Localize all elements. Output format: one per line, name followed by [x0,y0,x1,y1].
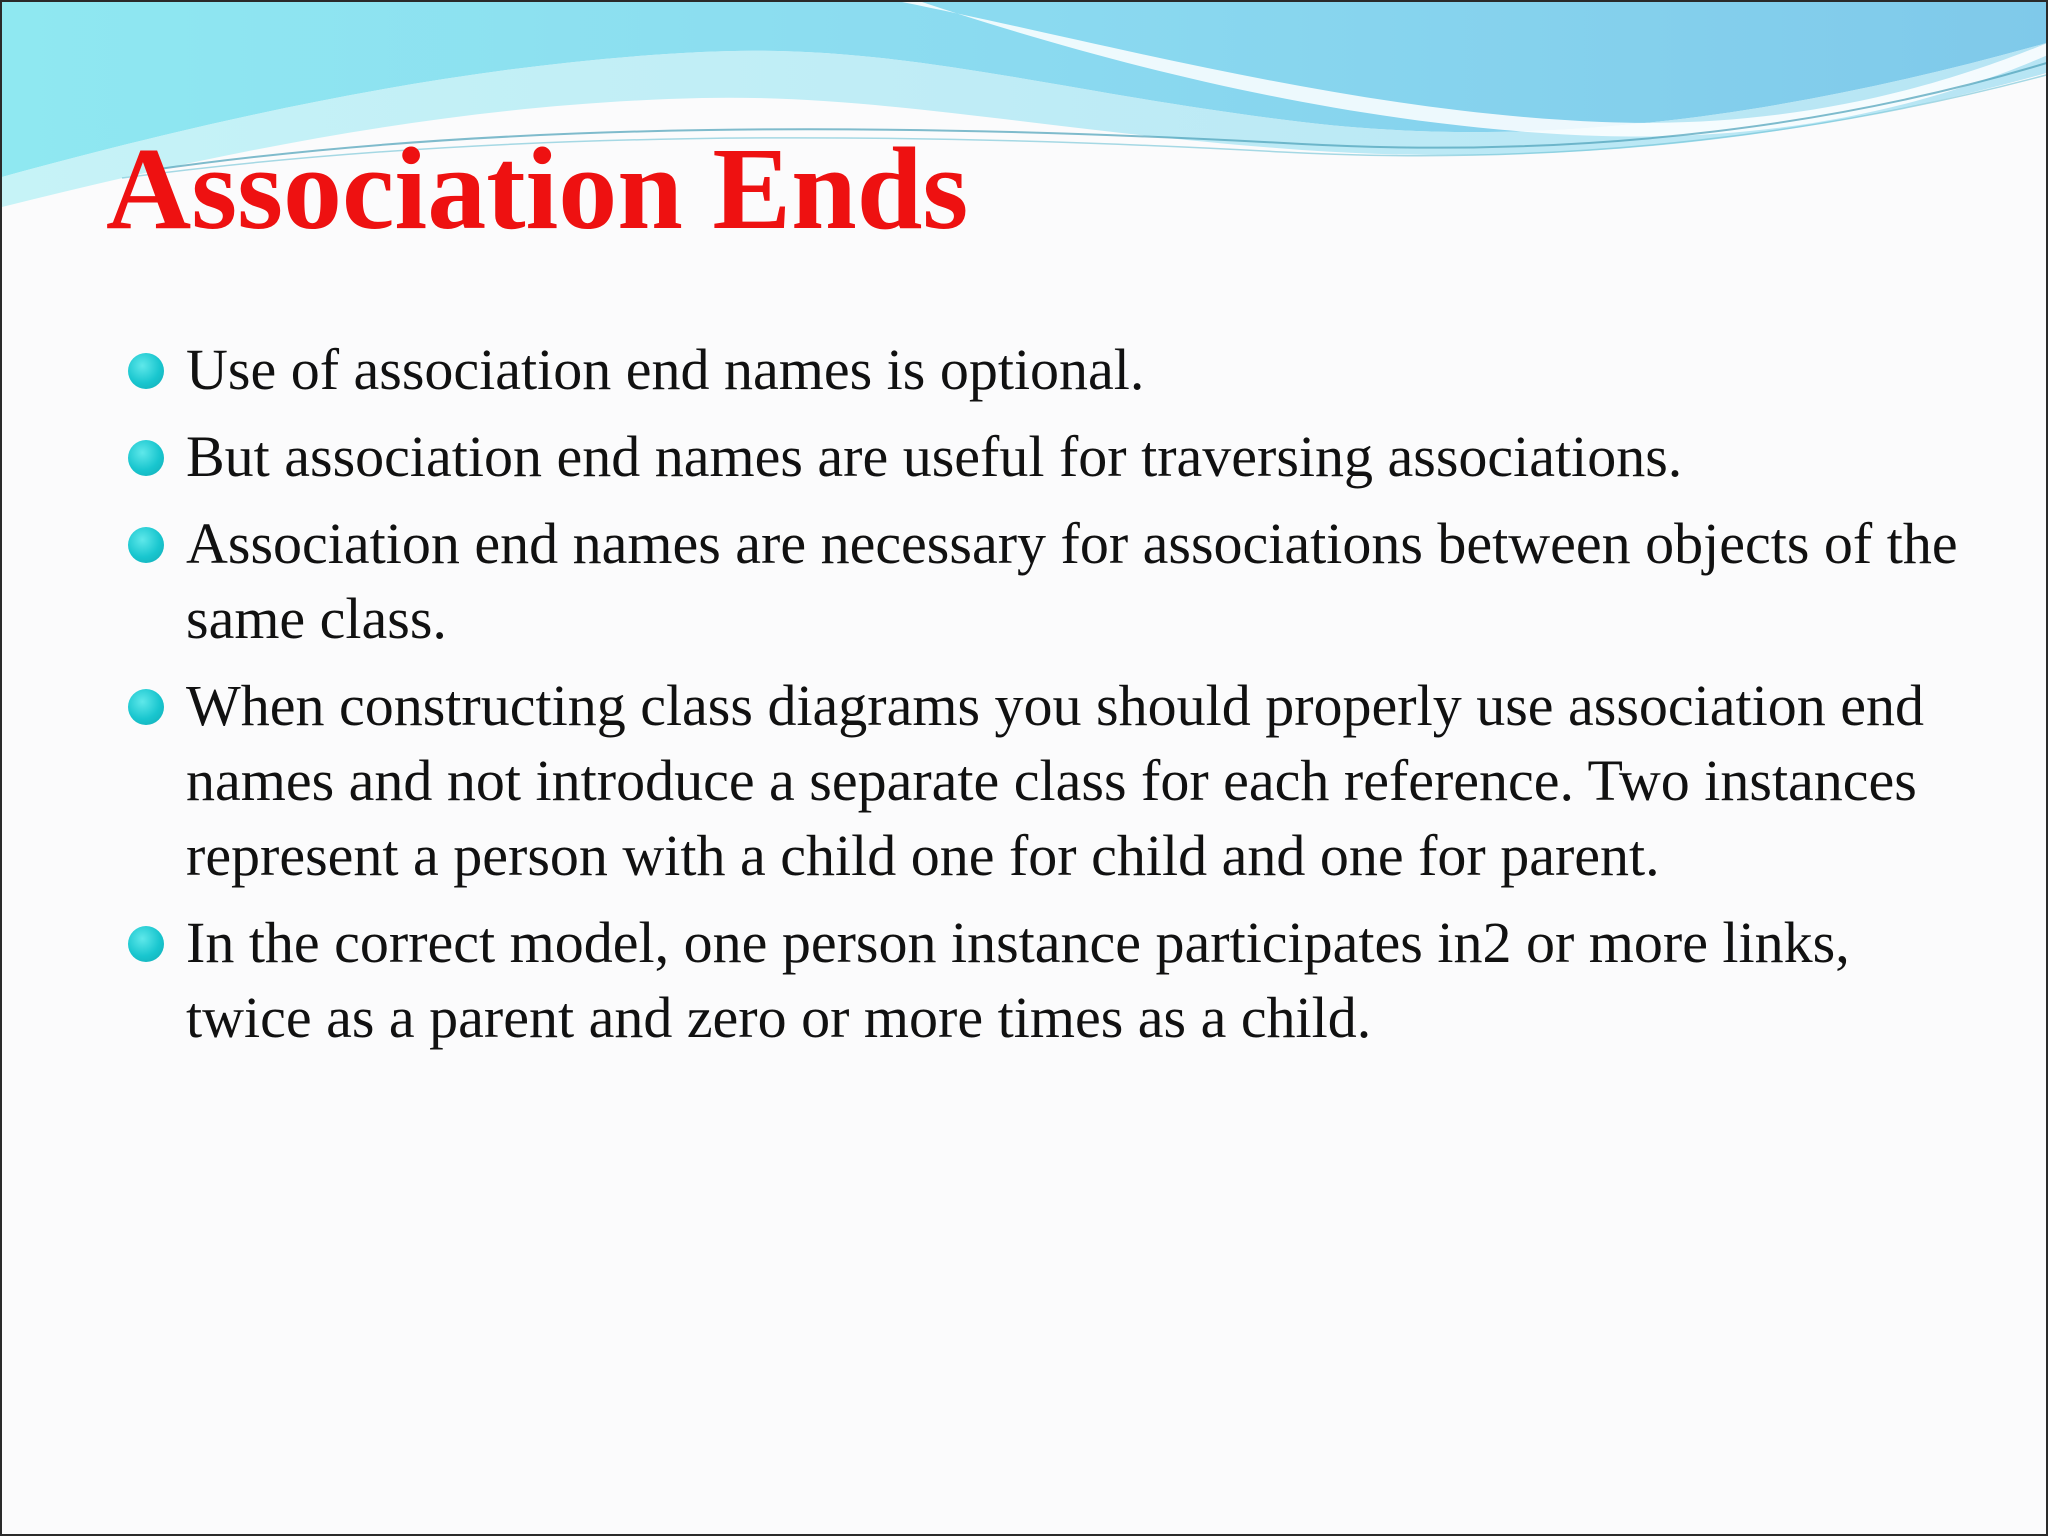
bullet-text: But association end names are useful for traversing associations. [186,424,1683,489]
bullet-dot-icon [128,527,164,563]
bullet-item [128,668,1958,893]
bullet-list [128,332,1958,1067]
slide-title: Association Ends [106,123,969,254]
bullet-dot-icon [128,353,164,389]
bullet-dot-icon [128,926,164,962]
bullet-item [128,332,1958,407]
bullet-text: When constructing class diagrams you should properly use association end names and not introduce a separate class for each reference. Two instances represent a person with a child one for child and one for parent. [186,673,1924,888]
bullet-text: Use of association end names is optional. [186,337,1145,402]
bullet-dot-icon [128,689,164,725]
bullet-text: Association end names are necessary for associations between objects of the same class. [186,511,1958,651]
bullet-item [128,419,1958,494]
bullet-item [128,905,1958,1055]
bullet-text: In the correct model, one person instance participates in2 or more links, twice as a parent and zero or more times as a child. [186,910,1850,1050]
bullet-dot-icon [128,440,164,476]
bullet-item [128,506,1958,656]
